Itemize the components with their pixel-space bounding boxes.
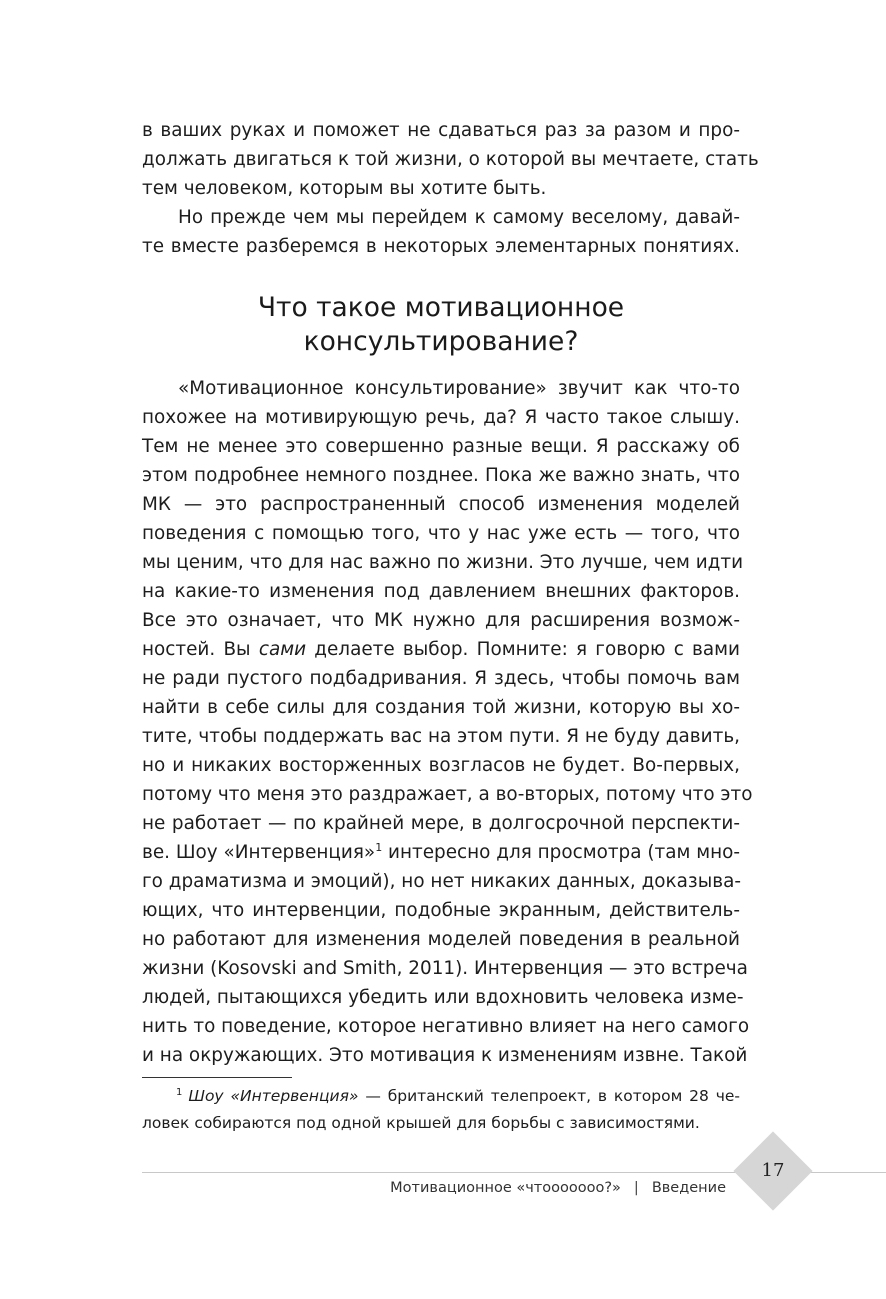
body-line: потому что меня это раздражает, а во-вторых, потому что это [142,784,753,805]
body-line: не работает — по крайней мере, в долгосрочной перспекти- [142,813,740,834]
body-line: но работают для изменения моделей поведения в реальной [142,929,740,950]
body-line: этом подробнее немного позднее. Пока же важно знать, что [142,465,740,486]
body-line: поведения с помощью того, что у нас уже есть — того, что [142,523,740,544]
footnote-divider [142,1077,292,1078]
body-line: го драматизма и эмоций), но нет никаких данных, доказыва- [142,871,741,892]
body-line: ющих, что интервенции, подобные экранным, действитель- [142,900,740,921]
footnote-line: ловек собираются под одной крышей для борьбы с зависимостями. [142,1114,700,1132]
body-line: не ради пустого подбадривания. Я здесь, чтобы помочь вам [142,668,740,689]
body-line: Все это означает, что МК нужно для расширения возмож- [142,610,740,631]
body-line: найти в себе силы для создания той жизни, которую вы хо- [142,697,740,718]
body-text-segment: ностей. Вы [142,639,251,660]
body-line: тите, чтобы поддержать вас на этом пути. Я не буду давить, [142,726,740,747]
footnote-reference[interactable]: 1 [375,840,383,854]
body-line: «Мотивационное консультирование» звучит как что-то [178,378,740,399]
footnote [142,1083,740,1137]
main-paragraph [142,374,753,1070]
body-line: на какие-то изменения под давлением внешних факторов. [142,581,740,602]
running-footer [360,1180,726,1196]
body-line: Но прежде чем мы перейдем к самому веселому, давай- [178,207,740,228]
section-heading [142,291,740,359]
chapter-name: Введение [651,1180,726,1196]
body-line: в ваших руках и поможет не сдаваться раз за разом и про- [142,120,740,141]
footnote-line [142,1083,740,1110]
body-text-segment: делаете выбор. Помните: я говорю с вами [314,639,740,660]
body-text-segment: интересно для просмотра (там мно- [388,842,741,863]
footnote-title: Шоу «Интервенция» [188,1087,359,1105]
section-heading-line-1: Что такое мотивационное [257,292,625,323]
footnote-marker: 1 [176,1086,183,1098]
body-line: похожее на мотивирующую речь, да? Я часто такое слышу. [142,407,740,428]
body-line: нить то поведение, которое негативно влияет на него самого [142,1016,750,1037]
body-line: мы ценим, что для нас важно по жизни. Это лучше, чем идти [142,552,744,573]
top-paragraphs [142,116,759,261]
body-line: но и никаких восторженных возгласов не будет. Во-первых, [142,755,740,776]
emphasis-text: сами [258,639,307,660]
body-line: МК — это распространенный способ изменения моделей [142,494,740,515]
footer-separator: | [633,1180,639,1196]
body-line: тем человеком, которым вы хотите быть. [142,178,547,199]
body-line: те вместе разберемся в некоторых элементарных понятиях. [142,236,740,257]
body-line: Тем не менее это совершенно разные вещи. Я расскажу об [142,436,740,457]
page-number: 17 [761,1160,785,1181]
body-text-segment: ве. Шоу «Интервенция» [142,842,376,863]
section-heading-line-2: консультирование? [303,326,579,357]
body-line: и на окружающих. Это мотивация к изменениям извне. Такой [142,1045,748,1066]
body-line: должать двигаться к той жизни, о которой вы мечтаете, стать [142,149,759,170]
book-title: Мотивационное «чтоооооoo?» [390,1180,621,1196]
body-line: жизни (Kosovski and Smith, 2011). Интервенция — это встреча [142,958,748,979]
body-line [142,635,740,664]
footnote-text: — британский телепроект, в котором 28 че- [365,1087,740,1105]
body-line: людей, пытающихся убедить или вдохновить человека изме- [142,987,744,1008]
body-line [142,838,740,867]
